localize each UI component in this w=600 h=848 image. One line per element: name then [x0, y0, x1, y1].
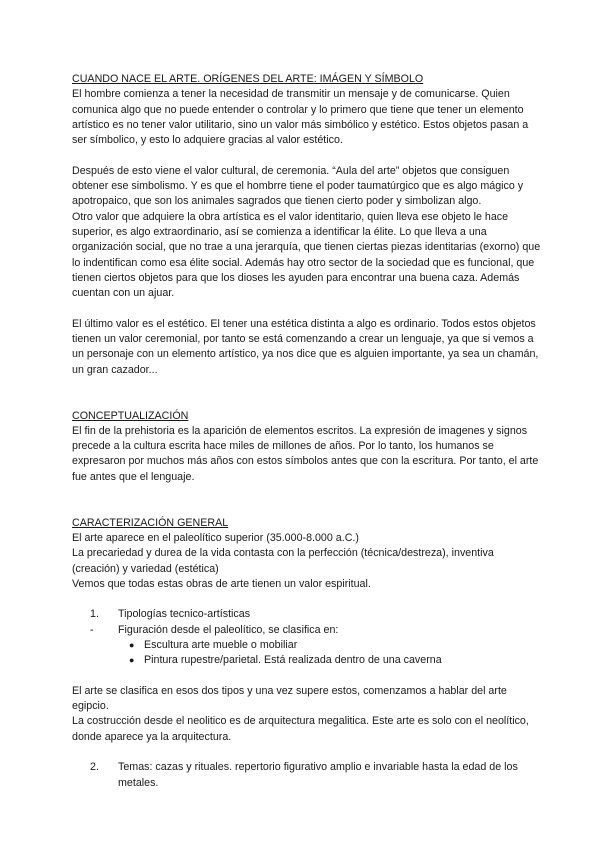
list-item-text: Figuración desde el paleolítico, se clasifica en: [118, 623, 339, 636]
numbered-list [72, 607, 542, 622]
section-heading-origenes: CUANDO NACE EL ARTE. ORÍGENES DEL ARTE: IMÁGEN Y SÍMBOLO [72, 73, 424, 85]
paragraph: El arte aparece en el paleolítico superior (35.000-8.000 a.C.) [72, 531, 359, 544]
paragraph: Después de esto viene el valor cultural, de ceremonia. “Aula del arte” objetos que consiguen obtener ese simbolismo. Y es que el hombrre tiene el poder taumatúrgico que es algo mágico y apotropaico, que son los animales sagrados que tienen cierto poder y simbolizan algo. [72, 164, 524, 208]
dash-marker: - [90, 623, 94, 636]
paragraph: El fin de la prehistoria es la aparición de elementos escritos. La expresión de imagenes y signos precede a la cultura escrita hace miles de millones de años. Por lo tanto, los humanos se expresaron por muchos más años con estos símbolos antes que con la escritura. Por tanto, el arte fue antes que el lenguaje. [72, 424, 539, 483]
list-item [72, 638, 542, 653]
list-item [72, 607, 542, 622]
paragraph: Otro valor que adquiere la obra artística es el valor identitario, quien lleva ese objeto le hace superior, es algo extraordinario, así se comienza a identificar la élite. Lo que lleva a una organización social, que no trae a una jerarquía, que tienen ciertas piezas identitarias (exorno) que lo indentifican como esa élite social. Además hay otro sector de la sociedad que es funcional, que tienen ciertos objetos para que los dioses les ayuden para encontrar una buena caza. Además cuentan con un ajuar. [72, 210, 541, 300]
list-item [72, 653, 542, 668]
paragraph: El arte se clasifica en esos dos tipos y una vez supere estos, comenzamos a hablar del arte egipcio. [72, 684, 507, 713]
list-number: 1. [90, 608, 99, 621]
document-page [72, 72, 542, 791]
list-item-text: Tipologías tecnico-artísticas [118, 608, 251, 621]
bullet-list [72, 638, 542, 669]
paragraph: El último valor es el estético. El tener una estética distinta a algo es ordinario. Todos estos objetos tienen un valor ceremonial, por tanto se está comenzando a crear un lenguaje, ya que si vemos a un personaje con un elemento artístico, ya nos dice que es alguien importante, ya sea un chamán, un gran cazador... [72, 317, 539, 376]
list-item-text: Pintura rupestre/parietal. Está realizada dentro de una caverna [144, 654, 442, 667]
list-item-text: Temas: cazas y rituales. repertorio figurativo amplio e invariable hasta la edad de los metales. [118, 761, 518, 789]
section-heading-conceptualizacion: CONCEPTUALIZACIÓN [72, 409, 189, 422]
list-item [72, 623, 542, 638]
numbered-list [72, 760, 542, 791]
dash-list [72, 623, 542, 638]
paragraph: El hombre comienza a tener la necesidad de transmitir un mensaje y de comunicarse. Quien comunica algo que no puede entender o controlar y lo primero que tiene que tener un elemento artístico es no tener valor utilitario, sino un valor más simbólico y estético. Estos objetos pasan a ser símbolico, y esto lo adquiere gracias al valor estético. [72, 88, 529, 147]
paragraph: Vemos que todas estas obras de arte tienen un valor espiritual. [72, 577, 371, 590]
bullet-icon: ● [129, 655, 135, 666]
section-heading-caracterizacion: CARACTERIZACIÓN GENERAL [72, 516, 229, 529]
list-number: 2. [90, 761, 99, 774]
list-item [72, 760, 542, 791]
list-item-text: Escultura arte mueble o mobiliar [144, 638, 298, 651]
paragraph: La costrucción desde el neolitico es de arquitectura megalitica. Este arte es solo con el neolítico, donde aparece ya la arquitectura. [72, 715, 529, 743]
paragraph: La precariedad y durea de la vida contasta con la perfección (técnica/destreza), inventiva (creación) y variedad (estética) [72, 547, 494, 575]
bullet-icon: ● [129, 639, 135, 650]
